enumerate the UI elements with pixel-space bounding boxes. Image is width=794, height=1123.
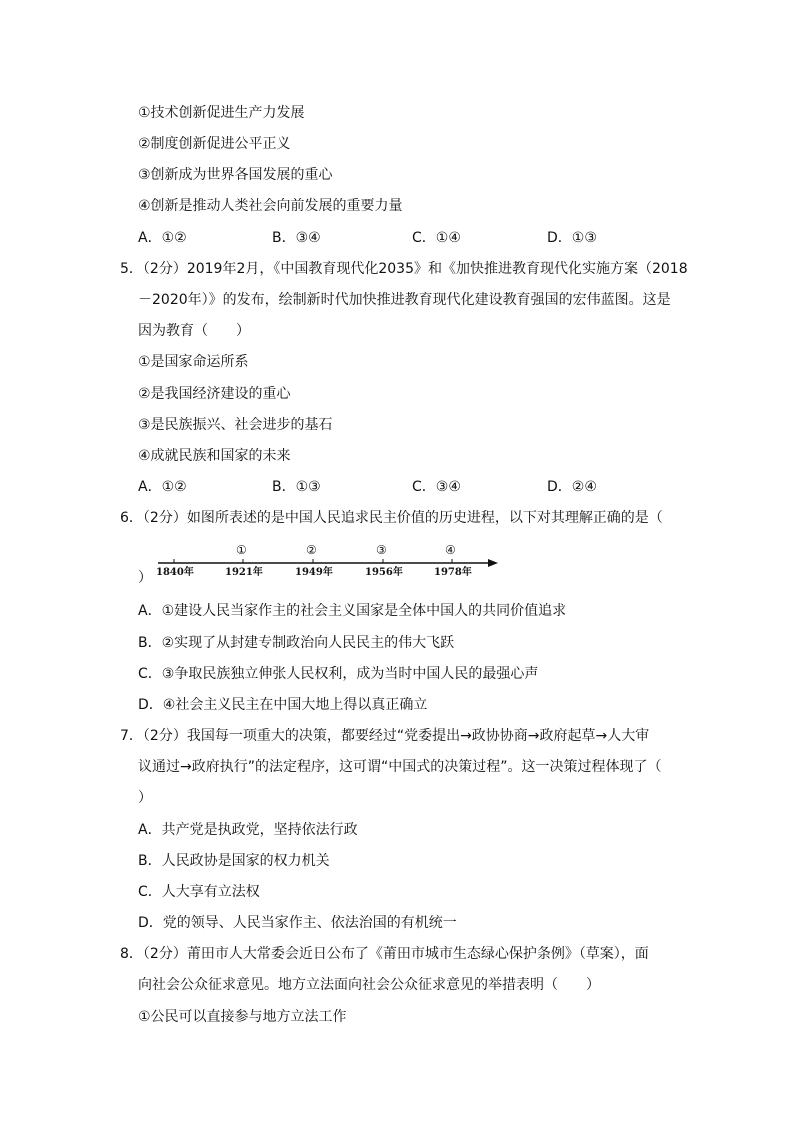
q6-stem-line-2: ）: [138, 570, 152, 586]
timeline-mark-1: ①: [236, 543, 247, 557]
q7-stem-line-1: 7．（2分）我国每一项重大的决策，都要经过“党委提出→政协协商→政府起草→人大审: [120, 728, 650, 744]
q4-statement-2: ②制度创新促进公平正义: [138, 136, 291, 152]
q7-stem-line-2: 议通过→政府执行”的法定程序，这可谓“中国式的决策过程”。这一决策过程体现了（: [138, 759, 662, 775]
q5-statement-2: ②是我国经济建设的重心: [138, 386, 291, 402]
q7-option-b: B．人民政协是国家的权力机关: [138, 853, 330, 869]
timeline-mark-3: ③: [376, 543, 387, 557]
q5-stem-line-1: 5．（2分）2019年2月，《中国教育现代化2035》和《加快推进教育现代化实施方案（2018: [120, 261, 688, 277]
q5-option-b: B．①③: [272, 479, 321, 495]
q4-statement-4: ④创新是推动人类社会向前发展的重要力量: [138, 198, 403, 214]
q5-statement-1: ①是国家命运所系: [138, 354, 249, 370]
q5-statement-4: ④成就民族和国家的未来: [138, 448, 291, 464]
q7-stem-line-3: ）: [138, 790, 152, 806]
timeline-year-1956: 1956年: [365, 567, 403, 578]
q6-option-b: B．②实现了从封建专制政治向人民民主的伟大飞跃: [138, 635, 455, 651]
q7-option-d: D．党的领导、人民当家作主、依法治国的有机统一: [138, 915, 457, 931]
timeline-year-1978: 1978年: [434, 567, 472, 578]
q4-option-c: C．①④: [412, 230, 461, 246]
q7-option-c: C．人大享有立法权: [138, 884, 260, 900]
timeline-year-1921: 1921年: [225, 567, 263, 578]
q6-option-d: D．④社会主义民主在中国大地上得以真正确立: [138, 697, 428, 713]
q6-stem-line-1: 6．（2分）如图所表述的是中国人民追求民主价值的历史进程，以下对其理解正确的是（: [120, 510, 663, 526]
q8-statement-1: ①公民可以直接参与地方立法工作: [138, 1009, 347, 1025]
q4-option-a: A．①②: [138, 230, 187, 246]
q5-option-c: C．③④: [412, 479, 461, 495]
q8-stem-line-1: 8．（2分）莆田市人大常委会近日公布了《莆田市城市生态绿心保护条例》（草案），面: [120, 946, 649, 962]
q5-statement-3: ③是民族振兴、社会进步的基石: [138, 417, 333, 433]
q7-option-a: A．共产党是执政党，坚持依法行政: [138, 822, 358, 838]
history-timeline: [150, 541, 500, 581]
q6-option-c: C．③争取民族独立伸张人民权利，成为当时中国人民的最强心声: [138, 666, 539, 682]
q4-statement-1: ①技术创新促进生产力发展: [138, 105, 305, 121]
q4-statement-3: ③创新成为世界各国发展的重心: [138, 167, 333, 183]
timeline-mark-4: ④: [445, 543, 456, 557]
q8-stem-line-2: 向社会公众征求意见。地方立法面向社会公众征求意见的举措表明（ ）: [138, 977, 600, 993]
q6-option-a: A．①建设人民当家作主的社会主义国家是全体中国人的共同价值追求: [138, 603, 567, 619]
q5-stem-line-3: 因为教育（ ）: [138, 323, 250, 339]
timeline-year-1949: 1949年: [295, 567, 333, 578]
q4-option-b: B．③④: [272, 230, 321, 246]
timeline-year-1840: 1840年: [156, 567, 194, 578]
q5-option-a: A．①②: [138, 479, 187, 495]
timeline-mark-2: ②: [306, 543, 317, 557]
q4-option-d: D．①③: [547, 230, 597, 246]
q5-stem-line-2: －2020年）》的发布，绘制新时代加快推进教育现代化建设教育强国的宏伟蓝图。这是: [138, 292, 671, 308]
q5-option-d: D．②④: [547, 479, 597, 495]
